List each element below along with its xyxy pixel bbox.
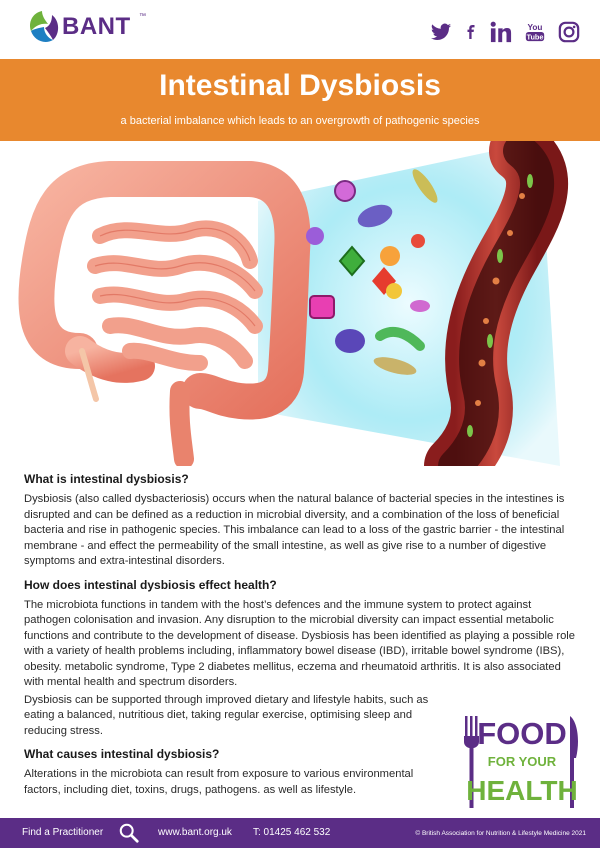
intestine-bacteria-illustration [0,141,600,466]
page-subtitle: a bacterial imbalance which leads to an overgrowth of pathogenic species [120,115,480,127]
title-banner [0,59,600,141]
section-paragraph: Dysbiosis (also called dysbacteriosis) occurs when the natural balance of bacterial species in the intestines is disrupted and can be defined as a reduction in microbial diversity, and a combination of the loss of beneficial bacteria and rise in pathogenic species. This imbalance can lead to a loss of the gastric barrier - the intestinal membrane - and effect the permeability of the small intestine, as well as give rise to a number of digestive symptoms and extra-intestinal disorders. [24,493,565,567]
find-practitioner-link[interactable]: Find a Practitioner [22,827,104,838]
section-heading: What causes intestinal dysbiosis? [24,747,220,761]
twitter-icon[interactable] [430,21,452,43]
brand-name: BANT [62,13,131,40]
svg-text:You: You [527,23,543,33]
social-links [430,20,580,44]
youtube-icon[interactable] [524,21,546,43]
section-paragraph: Dysbiosis can be supported through improved dietary and lifestyle habits, such as eating a balanced, nutritious diet, taking regular exercise, optimising sleep and reducing stress. [24,693,429,737]
section-paragraph: The microbiota functions in tandem with the host’s defences and the immune system to protect against pathogen colonisation and invasion. Any disruption to the microbial diversity can impact essential metabolic functions and contribute to the development of disease. Dysbiosis has been identified as playing a possible role with a variety of health problems including, inflammatory bowel disease (IBD), irritable bowel syndrome (IBS), obesity. metabolic syndrome, Type 2 diabetes mellitus, eczema and rheumatoid arthritis. It is also associated with mental health and spectrum disorders. [24,598,576,688]
instagram-icon[interactable] [558,21,580,43]
svg-text:Tube: Tube [526,32,544,42]
facebook-icon[interactable] [464,21,478,43]
section-heading: How does intestinal dysbiosis effect health? [24,577,277,592]
section-paragraph: Alterations in the microbiota can result from exposure to various environmental factors, including diet, toxins, drugs, pathogens. as well as lifestyle. [24,768,414,796]
page-footer [0,818,600,848]
copyright-notice: © British Association for Nutrition & Lifestyle Medicine 2021 [415,830,586,837]
phone-number: T: 01425 462 532 [253,827,331,838]
food-for-your-health-badge [462,712,584,812]
section-heading: What is intestinal dysbiosis? [24,472,189,486]
search-icon[interactable] [118,822,140,844]
linkedin-icon[interactable] [490,21,512,43]
page-title: Intestinal Dysbiosis [159,69,441,102]
badge-line1: FOOD [477,716,567,751]
brand-tm: ™ [139,13,146,20]
website-link[interactable]: www.bant.org.uk [158,827,232,838]
badge-line3: HEALTH [466,775,578,806]
page-header [0,0,600,60]
badge-line2: FOR YOUR [487,754,557,769]
